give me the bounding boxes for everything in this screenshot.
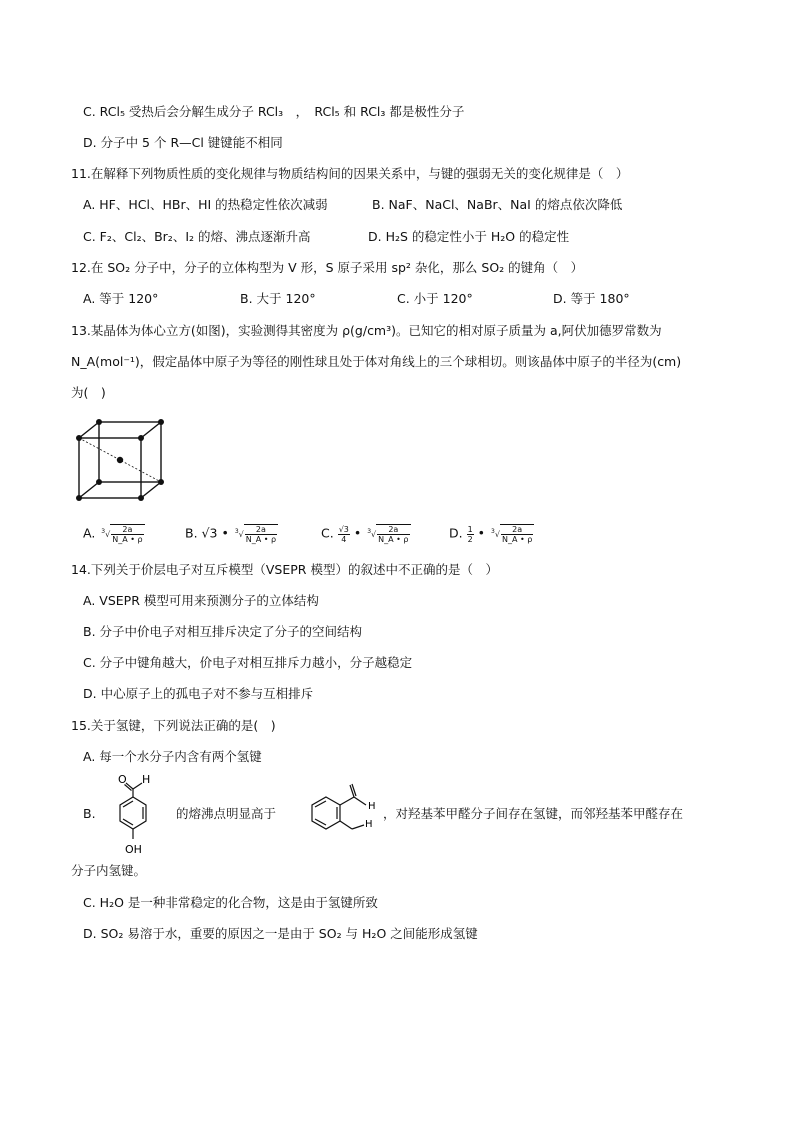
cube-root-formula: $^3$√ $\frac{2a}{N\_A • \rho}$ xyxy=(234,525,277,544)
q13-option-c xyxy=(321,524,411,544)
q12-stem: 12.在 SO₂ 分子中，分子的立体构型为 V 形，S 原子采用 sp² 杂化，那么 SO₂ 的键角（ ） xyxy=(71,260,584,275)
frac-num: 1 xyxy=(467,524,473,534)
root-index: 3 xyxy=(234,528,239,535)
formula-numerator: 2a xyxy=(245,525,277,535)
multiply-dot: • xyxy=(477,525,486,541)
q14-option-b: B. 分子中价电子对相互排斥决定了分子的空间结构 xyxy=(83,624,363,639)
q13-stem-line1: 13.某晶体为体心立方(如图)，实验测得其密度为 ρ(g/cm³)。已知它的相对原子质量为 a,阿伏加德罗常数为 xyxy=(71,323,662,338)
atom-o-label: O xyxy=(118,773,127,786)
q15-option-b-label: B. xyxy=(83,806,96,821)
q11-option-d: D. H₂S 的稳定性小于 H₂O 的稳定性 xyxy=(368,229,570,244)
q14-option-a: A. VSEPR 模型可用来预测分子的立体结构 xyxy=(83,593,319,608)
q15-stem: 15.关于氢键，下列说法正确的是( ) xyxy=(71,718,276,733)
q12-option-c: C. 小于 120° xyxy=(397,291,473,306)
frac-den: 4 xyxy=(341,534,347,544)
formula-numerator: 2a xyxy=(377,525,409,535)
q14-option-d: D. 中心原子上的孤电子对不参与互相排斥 xyxy=(83,686,314,701)
cube-root-formula: $^3$√ $\frac{2a}{N\_A • \rho}$ xyxy=(367,525,409,544)
atom-h-label: H xyxy=(365,819,373,830)
q15-option-b-line2: 分子内氢键。 xyxy=(71,863,147,878)
formula-denominator: N_A • ρ xyxy=(501,535,533,544)
q15-option-b-mid: 的熔沸点明显高于 xyxy=(176,806,277,821)
frac-num: √3 xyxy=(338,524,349,534)
para-hydroxybenzaldehyde-structure xyxy=(106,771,160,859)
q11-option-c: C. F₂、Cl₂、Br₂、I₂ 的熔、沸点逐渐升高 xyxy=(83,229,311,244)
q13-option-a xyxy=(83,524,145,544)
q13-option-d xyxy=(449,524,534,544)
bcc-cube-diagram xyxy=(74,418,166,504)
sqrt3-over-4 xyxy=(338,525,350,544)
formula-denominator: N_A • ρ xyxy=(245,535,277,544)
q15-option-a: A. 每一个水分子内含有两个氢键 xyxy=(83,749,262,764)
cube-root-formula: $^3$√ $\frac{2a}{N\_A • \rho}$ xyxy=(101,525,143,544)
q13-stem-line3: 为( ) xyxy=(71,385,106,400)
q13-stem-line2: N_A(mol⁻¹)，假定晶体中原子为等径的刚性球且处于体对角线上的三个球相切。则该晶体中原子的半径为(cm) xyxy=(71,354,682,369)
q14-option-c: C. 分子中键角越大，价电子对相互排斥力越小，分子越稳定 xyxy=(83,655,413,670)
option-label: D. xyxy=(449,525,463,541)
formula-numerator: 2a xyxy=(501,525,533,535)
q15-option-d: D. SO₂ 易溶于水，重要的原因之一是由于 SO₂ 与 H₂O 之间能形成氢键 xyxy=(83,926,478,941)
q11-stem: 11.在解释下列物质性质的变化规律与物质结构间的因果关系中，与键的强弱无关的变化规律是（ ） xyxy=(71,166,629,181)
q15-option-b-tail: ，对羟基苯甲醛分子间存在氢键，而邻羟基苯甲醛存在 xyxy=(383,806,684,821)
option-label: B. xyxy=(185,525,198,541)
q11-option-a: A. HF、HCl、HBr、HI 的热稳定性依次减弱 xyxy=(83,197,328,212)
q14-stem: 14.下列关于价层电子对互斥模型（VSEPR 模型）的叙述中不正确的是（ ） xyxy=(71,562,498,577)
root-index: 3 xyxy=(491,528,495,535)
atom-h-label: H xyxy=(142,773,151,786)
formula-denominator: N_A • ρ xyxy=(112,535,143,544)
q12-option-a: A. 等于 120° xyxy=(83,291,159,306)
q10-option-d: D. 分子中 5 个 R—Cl 键键能不相同 xyxy=(83,135,283,150)
formula-numerator: 2a xyxy=(111,525,143,535)
cube-root-formula: $^3$√ $\frac{2a}{N\_A • \rho}$ xyxy=(491,525,533,544)
one-half xyxy=(467,525,474,544)
sqrt3-coefficient: √3 xyxy=(201,525,218,541)
root-index: 3 xyxy=(101,528,106,535)
q12-option-d: D. 等于 180° xyxy=(553,291,630,306)
atom-h-label: H xyxy=(368,801,376,812)
q15-option-c: C. H₂O 是一种非常稳定的化合物，这是由于氢键所致 xyxy=(83,895,378,910)
atom-oh-label: OH xyxy=(125,843,142,856)
q10-option-c: C. RCl₅ 受热后会分解生成分子 RCl₃ ， RCl₅ 和 RCl₃ 都是极性分子 xyxy=(83,104,465,119)
option-label: A. xyxy=(83,525,96,541)
q11-option-b: B. NaF、NaCl、NaBr、NaI 的熔点依次降低 xyxy=(372,197,623,212)
formula-denominator: N_A • ρ xyxy=(378,535,409,544)
multiply-dot: • xyxy=(353,525,362,541)
root-index: 3 xyxy=(367,528,372,535)
ortho-hydroxybenzaldehyde-structure xyxy=(296,777,380,847)
q13-option-b xyxy=(185,524,278,544)
multiply-dot: • xyxy=(221,525,229,541)
q12-option-b: B. 大于 120° xyxy=(240,291,316,306)
frac-den: 2 xyxy=(467,534,473,544)
option-label: C. xyxy=(321,525,334,541)
